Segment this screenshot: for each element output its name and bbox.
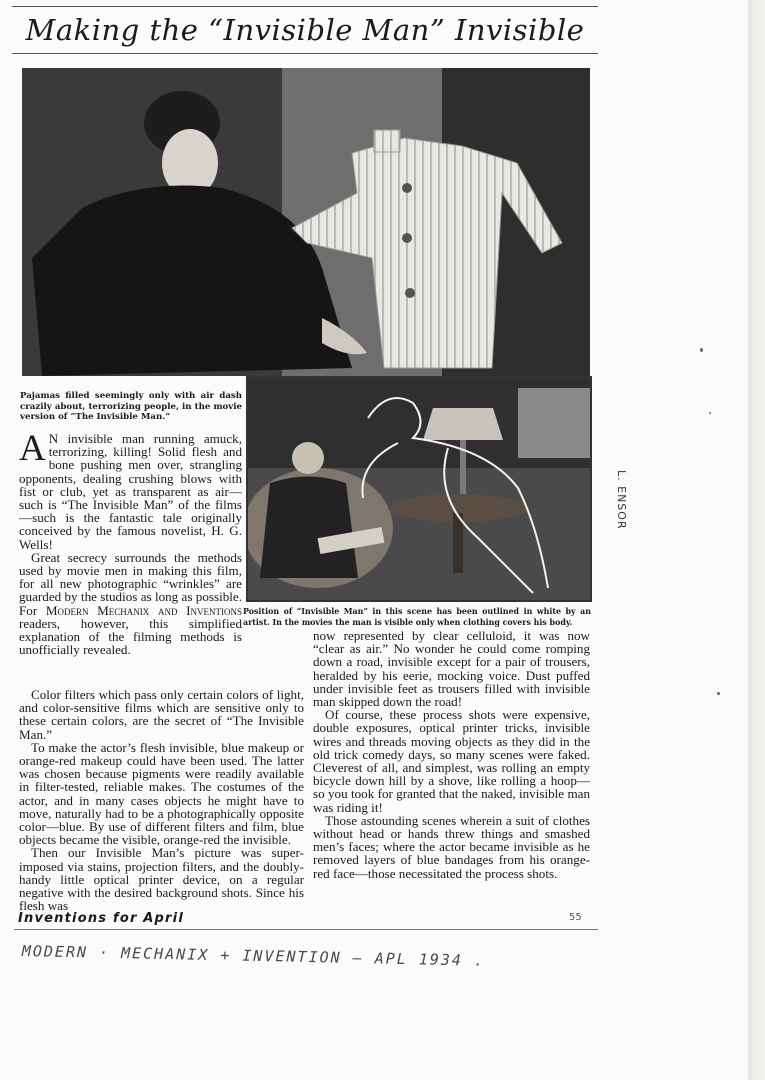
paper-speck bbox=[700, 348, 703, 352]
paragraph-3: Color filters which pass only certain colors of light, and color-sensitive films which are sensitive only to these certain colors, are the secret of “The Invisible Man.” bbox=[19, 687, 304, 742]
paragraph-4: To make the actor’s flesh invisible, blue makeup or orange-red makeup could have been used. The latter was chosen because pigments were readily available in filter-tested, reliable makes. The costumes of the actor, and in many cases objects he might have to move, naturally had to be a photographically opposite color—blue. By use of different filters and film, blue objects became the visible, orange-red the invisible. bbox=[19, 739, 304, 848]
magazine-name: Modern Mechanix and Inventions bbox=[45, 602, 242, 618]
paper-speck bbox=[709, 412, 711, 414]
article-body-column-1-continued bbox=[19, 688, 304, 912]
paragraph-2-rest: readers, however, this simplified explanation of the filming methods is unofficially revealed. bbox=[19, 615, 242, 658]
paragraph-5: Then our Invisible Man’s picture was super-imposed via stains, projection filters, and the doubly-handy little optical printer device, on a regular negative with the desired background shots. Since his flesh was bbox=[19, 845, 304, 914]
paper-speck bbox=[717, 692, 720, 695]
paragraph-1-text: N invisible man running amuck, terrorizing, killing! Solid flesh and bone pushing men over, strangling opponents, dealing crushing blows with fist or club, yet as transparent as air—such is “The Invisible Man” of the films—such is the fantastic tale originally conceived by the famous novelist, H. G. Wells! bbox=[19, 431, 242, 552]
paragraph-8: Those astounding scenes wherein a suit of clothes without head or hands threw things and smashed men’s faces; where the actor became invisible as he removed layers of blue bandages from his orange-red face—those necessitated the process shots. bbox=[313, 812, 590, 881]
paragraph-2-start bbox=[19, 551, 242, 657]
footer-rule bbox=[14, 929, 598, 930]
inset-photograph bbox=[246, 376, 592, 602]
handwritten-annotation: MODERN · MECHANIX + INVENTION – APL 1934 . bbox=[21, 942, 486, 970]
top-photo-illustration bbox=[22, 68, 590, 376]
running-footer: Inventions for April bbox=[18, 911, 184, 926]
paragraph-6: now represented by clear celluloid, it was now “clear as air.” No wonder he could come romping down a road, invisible except for a pair of trousers, heralded by his eerie, mocking voice. Dust puffed under invisible feet as trousers filled with invisible man skipped down the road! bbox=[313, 628, 590, 710]
page-edge bbox=[748, 0, 765, 1080]
side-stamp: L. ENSOR bbox=[615, 470, 628, 530]
page-number: 55 bbox=[569, 912, 582, 923]
paragraph-7: Of course, these process shots were expensive, double exposures, optical printer tricks, invisible wires and threads moving objects as they did in the old trick comedy days, so many scenes were faked. Cleverest of all, and simplest, was rolling an empty bicycle down hill by a shove, like rolling a hoop—so you took for granted that the naked, invisible man was riding it! bbox=[313, 707, 590, 815]
drop-cap: A bbox=[19, 428, 46, 469]
inset-photo-illustration bbox=[248, 378, 590, 600]
inset-photo-caption: Position of “Invisible Man” in this scene has been outlined in white by an artist. In the movies the man is visible only when clothing covers his body. bbox=[243, 607, 591, 627]
paragraph-2-text: Great secrecy surrounds the methods used by movie men in making this film, for all new photographic “wrinkles” are guarded by the studios as long as possible. For bbox=[19, 549, 242, 618]
top-photograph bbox=[22, 68, 590, 376]
top-photo-caption: Pajamas filled seemingly only with air dash crazily about, terrorizing people, in the movie version of “The Invisible Man.” bbox=[20, 391, 242, 422]
article-body-column-1 bbox=[19, 428, 242, 658]
paragraph-1 bbox=[19, 428, 242, 552]
article-title: Making the “Invisible Man” Invisible bbox=[12, 6, 598, 54]
article-body-column-2 bbox=[313, 629, 590, 880]
